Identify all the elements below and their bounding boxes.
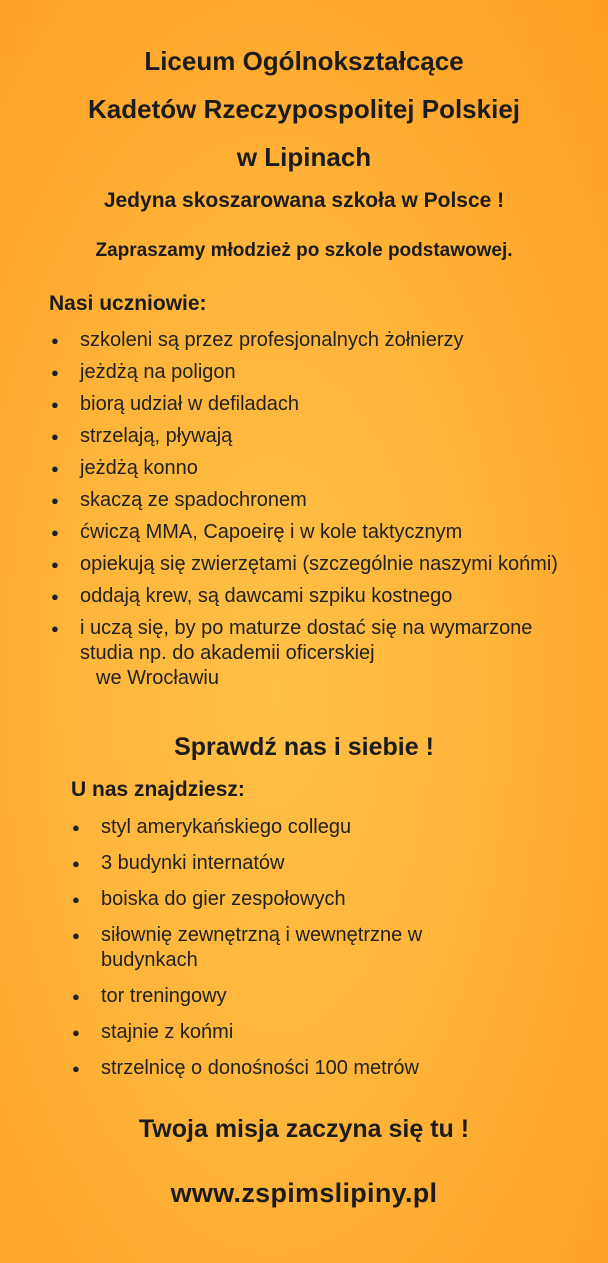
list-item: ● ćwiczą MMA, Capoeirę i w kole taktycznym — [80, 520, 590, 545]
students-heading: Nasi uczniowie: — [49, 292, 207, 315]
title-line: Kadetów Rzeczypospolitej Polskiej — [88, 94, 520, 124]
list-item: ● strzelnicę o donośności 100 metrów — [101, 1056, 581, 1081]
list-item: ● strzelają, pływają — [80, 424, 590, 449]
students-list — [80, 328, 590, 691]
call-to-action: Sprawdź nas i siebie ! — [174, 733, 434, 761]
school-title — [0, 44, 608, 174]
title-line: w Lipinach — [236, 142, 372, 172]
mission-slogan: Twoja misja zaczyna się tu ! — [138, 1115, 470, 1143]
list-item: ● boiska do gier zespołowych — [101, 887, 581, 912]
facilities-list — [101, 815, 581, 1092]
list-item — [80, 616, 590, 691]
list-item: ● skaczą ze spadochronem — [80, 488, 590, 513]
tagline: Jedyna skoszarowana szkoła w Polsce ! — [103, 189, 505, 212]
list-item: ● tor treningowy — [101, 984, 581, 1009]
list-item-text: i uczą się, by po maturze dostać się na wymarzone studia np. do akademii oficerskiej — [80, 617, 533, 664]
list-item: ● styl amerykańskiego collegu — [101, 815, 581, 840]
list-item-continuation: we Wrocławiu — [96, 667, 219, 689]
website-url[interactable]: www.zspimslipiny.pl — [170, 1178, 438, 1208]
facilities-heading: U nas znajdziesz: — [71, 778, 245, 801]
list-item: ● stajnie z końmi — [101, 1020, 581, 1045]
list-item: ● szkoleni są przez profesjonalnych żołnierzy — [80, 328, 590, 353]
invitation: Zapraszamy młodzież po szkole podstawowej. — [95, 240, 513, 261]
list-item: ● jeżdżą na poligon — [80, 360, 590, 385]
list-item: ● jeżdżą konno — [80, 456, 590, 481]
list-item: ● 3 budynki internatów — [101, 851, 581, 876]
title-line: Liceum Ogólnokształcące — [144, 46, 464, 76]
list-item: ● biorą udział w defiladach — [80, 392, 590, 417]
list-item: ● opiekują się zwierzętami (szczególnie naszymi końmi) — [80, 552, 590, 577]
list-item: ● oddają krew, są dawcami szpiku kostnego — [80, 584, 590, 609]
list-item: ● siłownię zewnętrzną i wewnętrzne w budynkach — [101, 923, 461, 973]
